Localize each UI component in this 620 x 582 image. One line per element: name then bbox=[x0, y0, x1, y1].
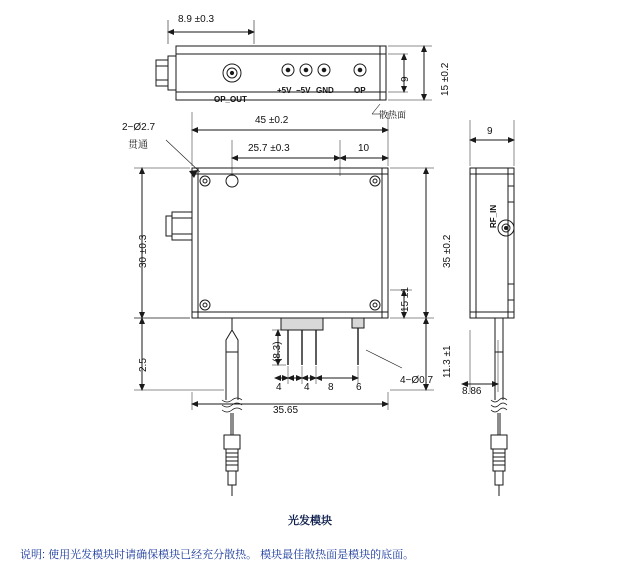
dim-lower-left: 2.5 bbox=[138, 358, 149, 372]
dim-right-height: 35 ±0.2 bbox=[442, 234, 453, 268]
label-minus5v: −5V bbox=[296, 86, 311, 95]
dim-pitch-3: 8 bbox=[328, 382, 334, 393]
dim-total-length: 35.65 bbox=[273, 405, 299, 416]
figure-note: 说明: 使用光发模块时请确保模块已经充分散热。 模块最佳散热面是模块的底面。 bbox=[20, 549, 415, 561]
dim-pin-offset: 15 ±1 bbox=[400, 287, 411, 312]
label-op: OP bbox=[354, 86, 366, 95]
dim-side-offset: 8.86 bbox=[462, 386, 482, 397]
dim-top-inner-height: 9 bbox=[400, 76, 411, 82]
dim-pitch-2: 4 bbox=[304, 382, 310, 393]
dim-top-height: 15 ±0.2 bbox=[440, 62, 451, 96]
label-plus5v: +5V bbox=[277, 86, 292, 95]
label-heat-surface: 散热面 bbox=[379, 110, 407, 120]
dim-left-height: 30 ±0.3 bbox=[138, 234, 149, 268]
dim-mount-hole: 2−Ø2.7 bbox=[122, 122, 156, 133]
label-rf-in: RF_IN bbox=[489, 204, 498, 228]
dim-pitch-1: 4 bbox=[276, 382, 282, 393]
label-op-out: OP_OUT bbox=[214, 95, 247, 104]
dim-pin-depth: (8.3) bbox=[272, 341, 283, 362]
dim-top-width: 8.9 ±0.3 bbox=[178, 14, 215, 25]
dim-pin-diameter: 4−Ø0.7 bbox=[400, 375, 434, 386]
dim-side-width: 9 bbox=[487, 126, 493, 137]
dim-pitch-4: 6 bbox=[356, 382, 362, 393]
dim-hole-span: 25.7 ±0.3 bbox=[248, 143, 290, 154]
label-gnd: GND bbox=[316, 86, 334, 95]
dim-lower-right: 11.3 ±1 bbox=[442, 345, 453, 378]
figure-caption: 光发模块 bbox=[288, 515, 332, 527]
dim-right-span: 10 bbox=[358, 143, 370, 154]
dim-overall-width: 45 ±0.2 bbox=[255, 115, 289, 126]
dim-through: 贯通 bbox=[128, 140, 148, 151]
